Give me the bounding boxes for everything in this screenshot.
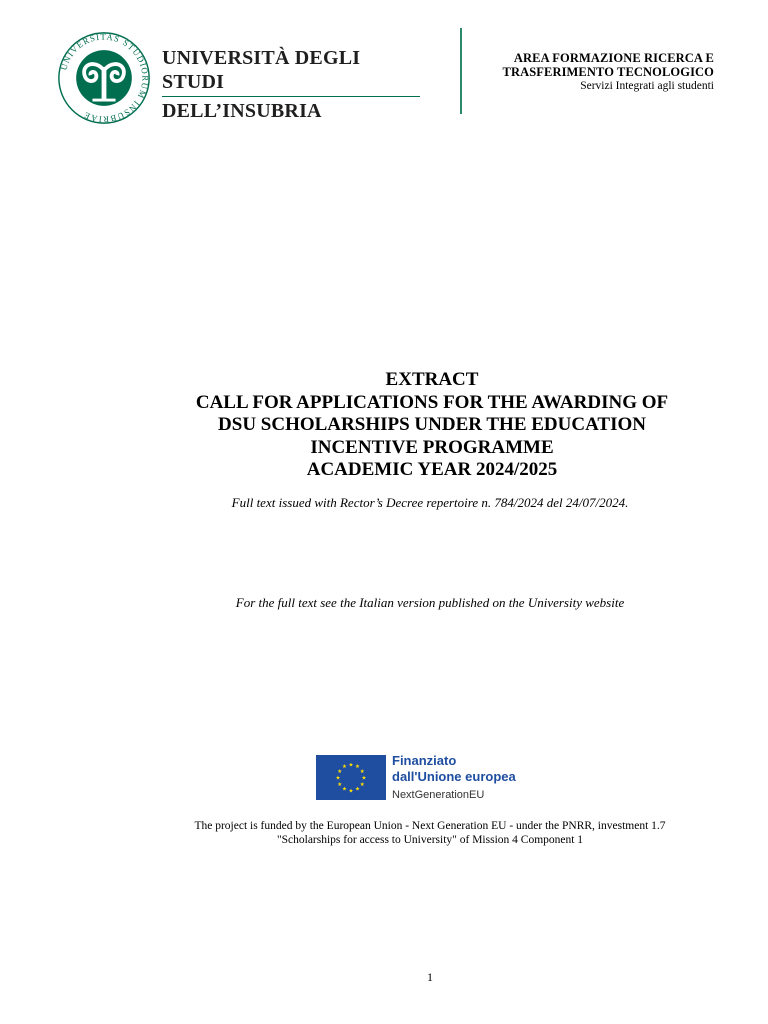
title-line1: EXTRACT bbox=[385, 369, 479, 390]
title-line5: ACADEMIC YEAR 2024/2025 bbox=[306, 459, 558, 480]
university-seal-logo bbox=[56, 30, 152, 126]
eu-star-icon: ★ bbox=[359, 768, 365, 775]
funding-line1: The project is funded by the European Union - Next Generation EU - under the PNRR, investment 1.7 bbox=[194, 820, 666, 832]
eu-star-icon: ★ bbox=[335, 775, 341, 782]
eu-star-icon: ★ bbox=[342, 764, 347, 771]
eu-star-icon: ★ bbox=[337, 781, 343, 788]
eu-star-icon: ★ bbox=[337, 768, 343, 775]
office-header bbox=[454, 51, 714, 93]
university-name-divider bbox=[162, 96, 420, 97]
decree-reference: Full text issued with Rector’s Decree repertoire n. 784/2024 del 24/07/2024. bbox=[231, 495, 629, 510]
title-line3: DSU SCHOLARSHIPS UNDER THE EDUCATION bbox=[218, 414, 646, 435]
eu-logo-line3: NextGenerationEU bbox=[392, 789, 485, 801]
full-text-note: For the full text see the Italian version published on the University website bbox=[235, 595, 625, 610]
eu-star-icon: ★ bbox=[359, 781, 365, 788]
eu-star-icon: ★ bbox=[342, 786, 347, 793]
eu-logo-line1: Finanziato bbox=[392, 753, 457, 768]
funding-line2: "Scholarships for access to University" of Mission 4 Component 1 bbox=[276, 834, 584, 846]
eu-star-icon: ★ bbox=[348, 762, 354, 769]
title-line4: INCENTIVE PROGRAMME bbox=[310, 436, 554, 458]
eu-star-icon: ★ bbox=[355, 786, 360, 793]
university-name bbox=[162, 46, 420, 123]
office-line1: AREA FORMAZIONE RICERCA E bbox=[513, 51, 714, 65]
title-line2: CALL FOR APPLICATIONS FOR THE AWARDING OF bbox=[195, 391, 669, 413]
eu-logo-line2: dall'Unione europea bbox=[392, 769, 516, 784]
university-name-line1: UNIVERSITÀ DEGLI STUDI bbox=[162, 47, 361, 93]
office-line2: TRASFERIMENTO TECNOLOGICO bbox=[502, 65, 714, 79]
eu-star-icon: ★ bbox=[348, 788, 354, 795]
eu-funding-logo bbox=[316, 755, 546, 801]
eu-star-icon: ★ bbox=[361, 775, 367, 782]
seal-icon bbox=[56, 30, 152, 126]
svg-text:UNIVERSITAS STUDIORUM INSUBRIA: UNIVERSITAS STUDIORUM INSUBRIAE bbox=[58, 31, 151, 125]
document-title bbox=[0, 369, 768, 482]
office-service: Servizi Integrati agli studenti bbox=[580, 80, 714, 92]
university-name-line2: DELL’INSUBRIA bbox=[162, 100, 322, 122]
page-number: 1 bbox=[427, 970, 433, 984]
eu-flag-icon bbox=[316, 755, 386, 800]
funding-statement bbox=[0, 819, 768, 847]
eu-star-icon: ★ bbox=[355, 764, 360, 771]
